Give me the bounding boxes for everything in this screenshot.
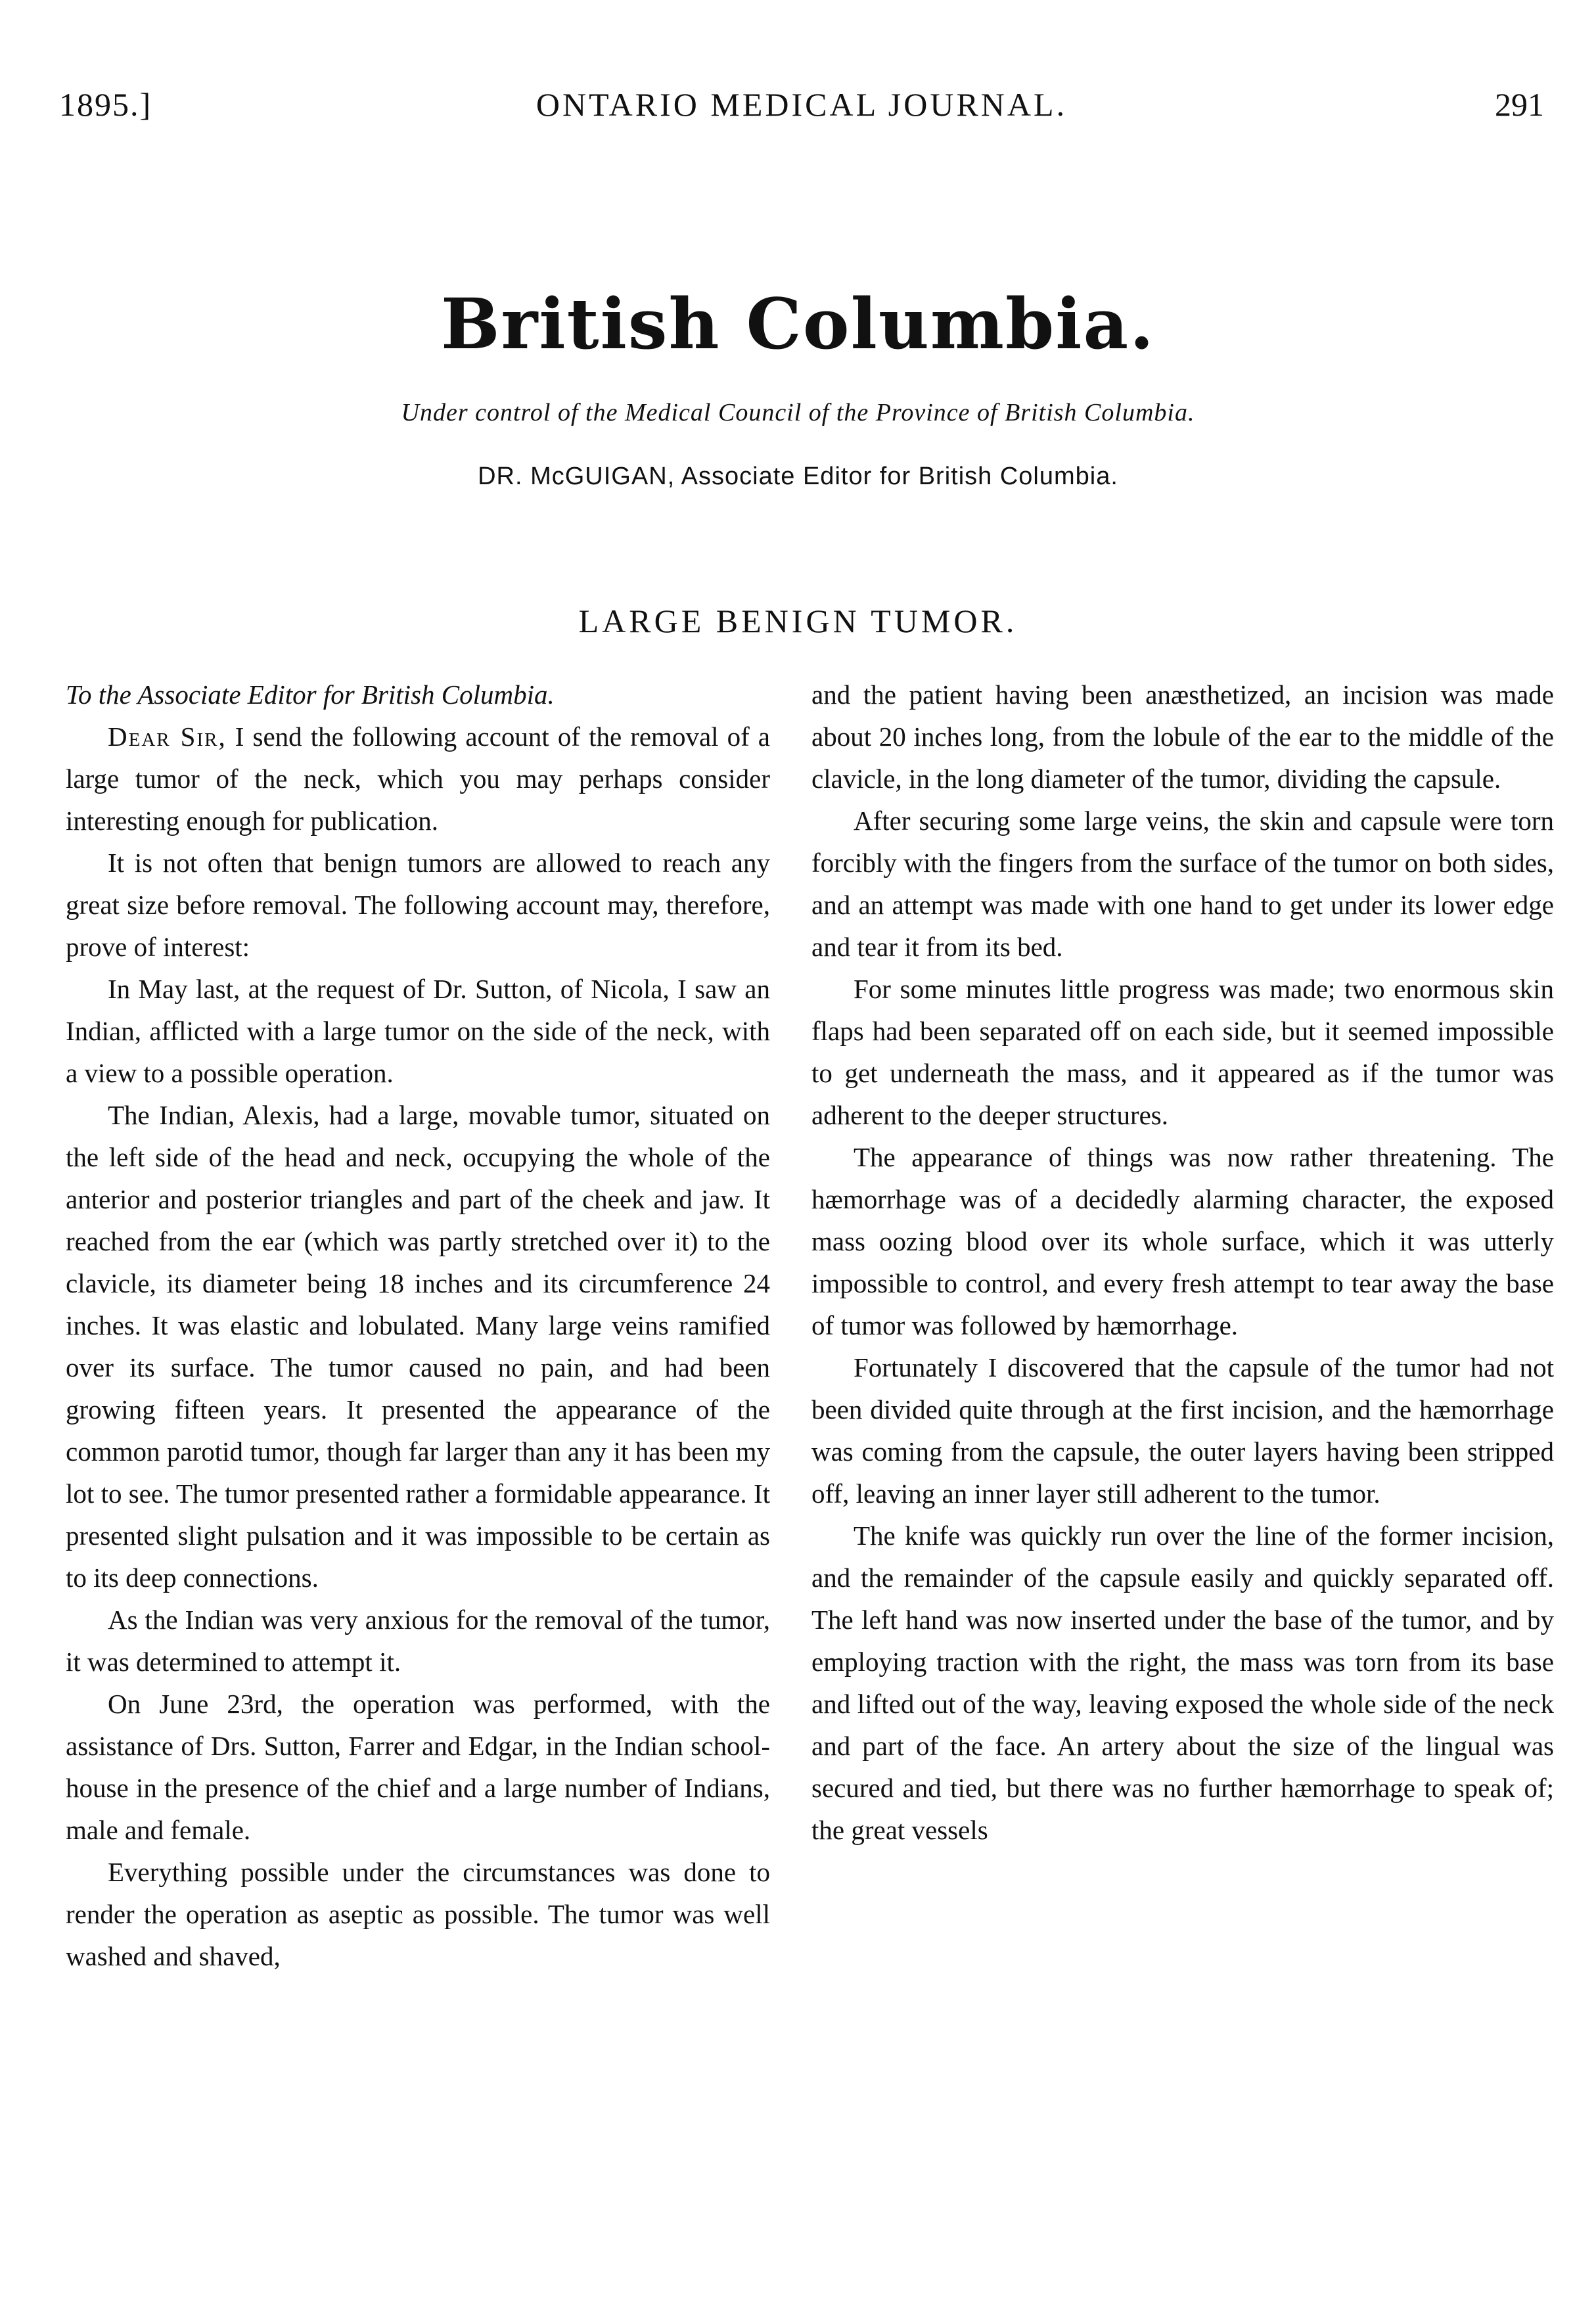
paragraph: For some minutes little progress was made; two enormous skin flaps had been separated off on each side, but it seemed impossible to get underneath the mass, and it appeared as if the tumor was adherent to the deeper structures. [811, 974, 1554, 1130]
paragraph: It is not often that benign tumors are allowed to reach any great size before removal. The following account may, therefore, prove of interest: [66, 848, 770, 962]
paragraph: As the Indian was very anxious for the removal of the tumor, it was determined to attempt it. [66, 1605, 770, 1677]
paragraph: The knife was quickly run over the line of the former incision, and the remainder of the capsule easily and quickly separated off. The left hand was now inserted under the base of the tumor, and by employing traction with the right, the mass was torn from its base and lifted out of the way, leaving exposed the whole side of the neck and part of the face. An artery about the size of the lingual was secured and tied, but there was no further hæmorrhage to speak of; the great vessels [811, 1520, 1554, 1845]
section-title: British Columbia. [440, 283, 1156, 365]
dear-sir: Dear Sir, [108, 721, 227, 752]
paragraph: and the patient having been anæsthetized, an incision was made about 20 inches long, from the lobule of the ear to the middle of the clavicle, in the long diameter of the tumor, dividing the capsule. [811, 679, 1554, 794]
article-title: LARGE BENIGN TUMOR. [578, 603, 1018, 639]
running-head-journal: ONTARIO MEDICAL JOURNAL. [536, 86, 1068, 123]
paragraph: In May last, at the request of Dr. Sutton, of Nicola, I saw an Indian, afflicted with a large tumor on the side of the neck, with a view to a possible operation. [66, 974, 770, 1088]
associate-editor-line: DR. McGUIGAN, Associate Editor for British Columbia. [478, 463, 1118, 490]
paragraph: After securing some large veins, the skin and capsule were torn forcibly with the fingers from the surface of the tumor on both sides, and an attempt was made with one hand to get under its lower edge and tear it from its bed. [811, 806, 1554, 962]
article-column-right [811, 673, 1554, 1851]
paragraph: The Indian, Alexis, had a large, movable tumor, situated on the left side of the head and neck, occupying the whole of the anterior and posterior triangles and part of the cheek and jaw. It reached from the ear (which was partly stretched over it) to the clavicle, its diameter being 18 inches and its circumference 24 inches. It was elastic and lobulated. Many large veins ramified over its surface. The tumor caused no pain, and had been growing fifteen years. It presented the appearance of the common parotid tumor, though far larger than any it has been my lot to see. The tumor presented rather a formidable appearance. It presented slight pulsation and it was impossible to be certain as to its deep connections. [66, 1100, 770, 1593]
paragraph [66, 716, 770, 842]
running-head-year: 1895.] [59, 86, 152, 123]
page-number: 291 [1495, 86, 1544, 123]
article-column-left [66, 673, 770, 1977]
running-head [59, 85, 1544, 131]
section-subtitle: Under control of the Medical Council of the Province of British Columbia. [401, 399, 1195, 426]
paragraph: Everything possible under the circumstances was done to render the operation as aseptic as possible. The tumor was well washed and shaved, [66, 1857, 770, 1971]
salutation: To the Associate Editor for British Columbia. [66, 679, 555, 710]
paragraph: Fortunately I discovered that the capsule of the tumor had not been divided quite through at the first incision, and the hæmorrhage was coming from the capsule, the outer layers having been stripped off, leaving an inner layer still adherent to the tumor. [811, 1352, 1554, 1509]
paragraph-text: I send the following account of the removal of a large tumor of the neck, which you may perhaps consider interesting enough for publication. [66, 721, 770, 836]
paragraph: On June 23rd, the operation was performed, with the assistance of Drs. Sutton, Farrer and Edgar, in the Indian school-house in the presence of the chief and a large number of Indians, male and female. [66, 1689, 770, 1845]
paragraph: The appearance of things was now rather threatening. The hæmorrhage was of a decidedly alarming character, the exposed mass oozing blood over its whole surface, which it was utterly impossible to control, and every fresh attempt to tear away the base of tumor was followed by hæmorrhage. [811, 1142, 1554, 1340]
